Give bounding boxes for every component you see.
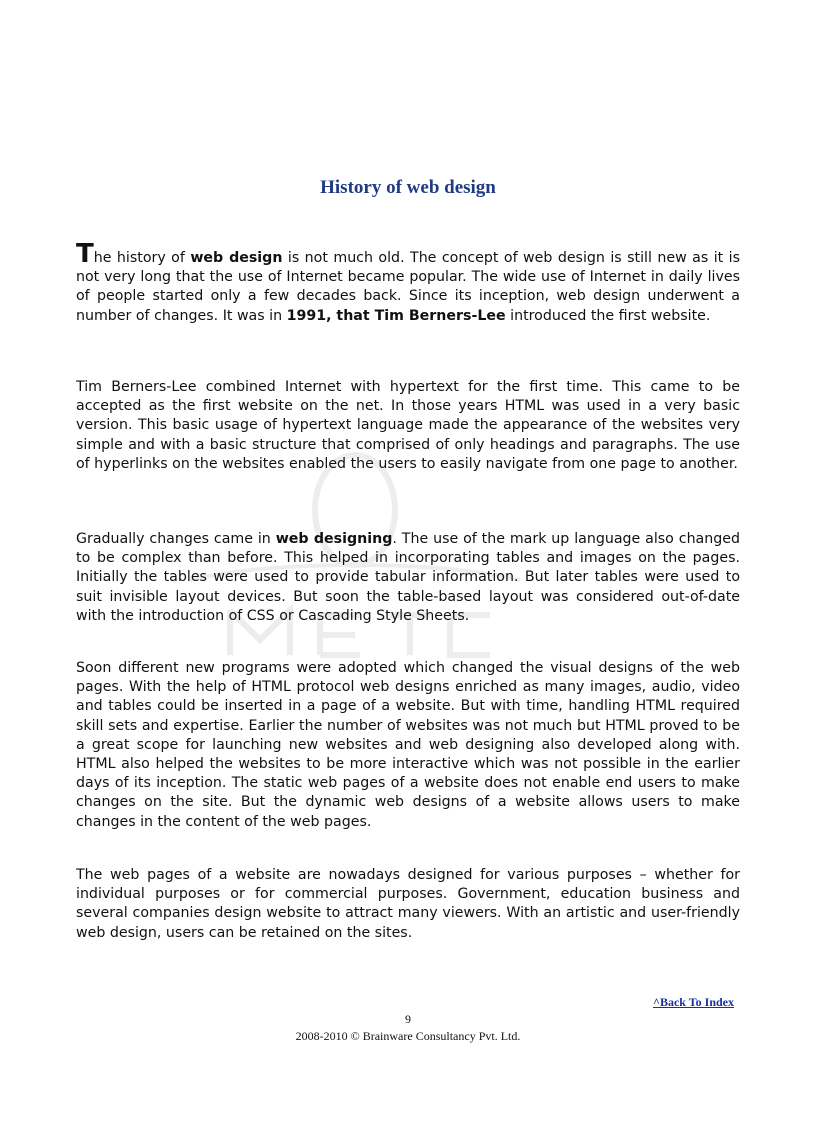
drop-cap: T bbox=[76, 239, 94, 269]
bold-term-web-designing: web designing bbox=[275, 531, 393, 547]
bold-term-1991: 1991, that Tim Berners-Lee bbox=[286, 307, 506, 324]
copyright-footer: 2008-2010 © Brainware Consultancy Pvt. Ltd. bbox=[295, 1029, 521, 1043]
paragraph-gradual-changes: Gradually changes came in web designing. The use of the mark up language also changed to be complex than before. This helped in incorporating tables and images on the pages. Initially the tables were used to provide tabular information. But later tables were used to suit invisible layout devices. But soon the table-based layout was considered out-of-date with the introduction of CSS or Cascading Style Sheets. bbox=[76, 531, 740, 624]
bold-term-web-design: web design bbox=[190, 250, 283, 266]
page-title: History of web design bbox=[320, 177, 496, 198]
paragraph-purposes: The web pages of a website are nowadays designed for various purposes – whether for individual purposes or for commercial purposes. Government, education business and several companies design website to attract many viewers. With an artistic and user-friendly web design, users can be retained on the sites. bbox=[76, 867, 740, 941]
paragraph-intro: The history of web design is not much old. The concept of web design is still new as it is not very long that the use of Internet became popular. The wide use of Internet in daily lives of people started only a few decades back. Since its inception, web design underwent a number of changes. It was in 1991, that Tim Berners-Lee introduced the first website. bbox=[76, 239, 740, 324]
paragraph-new-programs: Soon different new programs were adopted which changed the visual designs of the web pages. With the help of HTML protocol web designs enriched as many images, audio, video and tables could be inserted in a page of a website. But with time, handling HTML required skill sets and expertise. Earlier the number of websites was not much but HTML proved to be a great scope for launching new websites and web designing also developed along with. HTML also helped the websites to be more interactive which was not possible in the earlier days of its inception. The static web pages of a website does not enable end users to make changes on the site. But the dynamic web designs of a website allows users to make changes in the content of the web pages. bbox=[76, 660, 740, 830]
back-to-index-link[interactable]: ^Back To Index bbox=[652, 995, 734, 1009]
paragraph-berners-lee: Tim Berners-Lee combined Internet with hypertext for the first time. This came to be accepted as the first website on the net. In those years HTML was used in a very basic version. This basic usage of hypertext language made the appearance of the websites very simple and with a basic structure that comprised of only headings and paragraphs. The use of hyperlinks on the websites enabled the users to easily navigate from one page to another. bbox=[76, 379, 740, 472]
page-number: 9 bbox=[405, 1012, 411, 1026]
